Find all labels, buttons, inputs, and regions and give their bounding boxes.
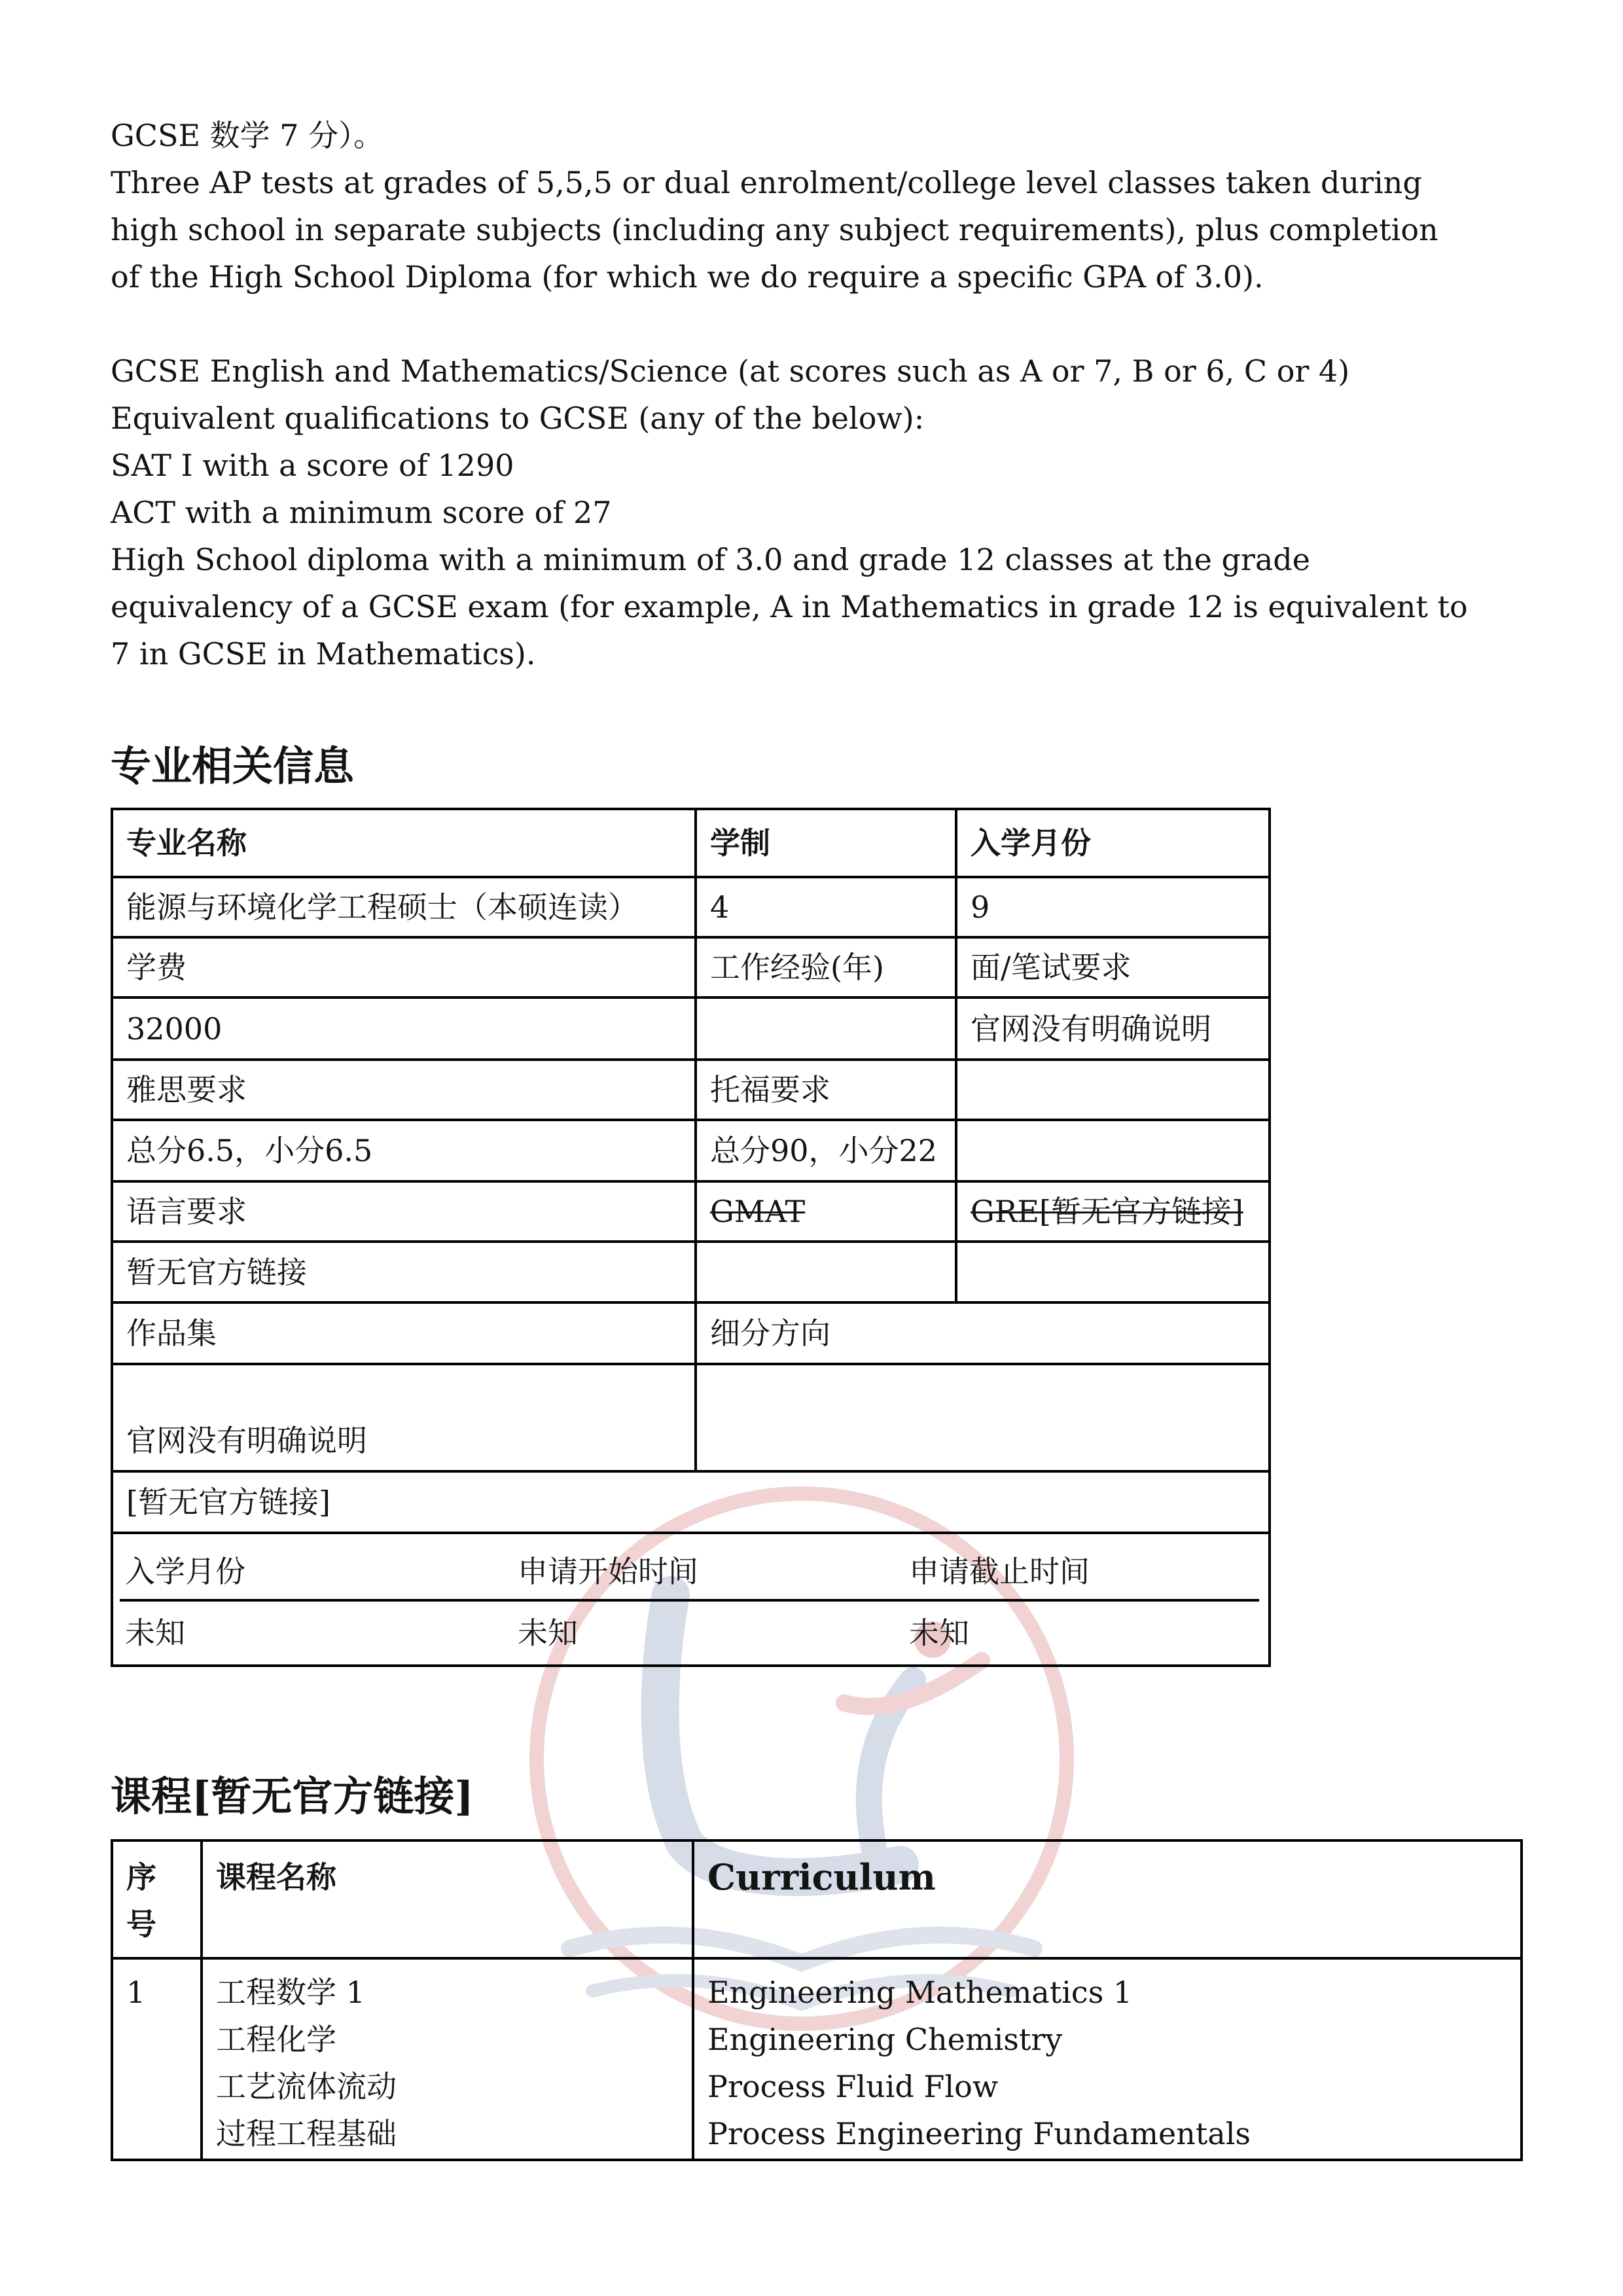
header-cell-intake-month: 入学月份 [956, 809, 1270, 877]
cell-seq: 1 [112, 1958, 202, 2160]
table-row [112, 1120, 1270, 1181]
list-item: 工艺流体流动 [216, 2069, 397, 2104]
cell-interview-value: 官网没有明确说明 [956, 997, 1270, 1060]
list-item: 工程数学 1 [216, 1975, 365, 2010]
header-cell-program-name: 专业名称 [112, 809, 696, 877]
application-open-value: 未知 [518, 1615, 578, 1651]
dates-cell [112, 1533, 1270, 1666]
intro-line: equivalency of a GCSE exam (for example, A in Mathematics in grade 12 is equivalent to [111, 589, 1468, 624]
cell-course-names-cn [202, 1958, 693, 2160]
list-item: Process Fluid Flow [707, 2069, 999, 2104]
list-item: 过程工程基础 [216, 2116, 397, 2151]
cell-gre-label: GRE[暂无官方链接] [956, 1181, 1270, 1242]
dates-labels-row [120, 1548, 1259, 1602]
table-row [112, 1471, 1270, 1533]
cell-empty [696, 1242, 956, 1302]
header-cell-seq: 序号 [112, 1840, 202, 1958]
cell-portfolio-label: 作品集 [112, 1302, 696, 1364]
table-row-dates [112, 1533, 1270, 1666]
cell-specialization-value [696, 1364, 1270, 1471]
cell-curriculum-en [693, 1958, 1522, 2160]
table-row [112, 1242, 1270, 1302]
table-row [112, 1181, 1270, 1242]
cell-toefl-label: 托福要求 [696, 1060, 956, 1120]
table-row [112, 1364, 1270, 1471]
dates-values-row [120, 1609, 1259, 1657]
intro-paragraph-1 [111, 112, 1438, 300]
table-header-row [112, 809, 1270, 877]
list-item: Process Engineering Fundamentals [707, 2116, 1251, 2151]
table-row [112, 1060, 1270, 1120]
list-item: Engineering Chemistry [707, 2022, 1063, 2057]
cell-specialization-label: 细分方向 [696, 1302, 1270, 1364]
cell-duration: 4 [696, 877, 956, 937]
cell-language-label: 语言要求 [112, 1181, 696, 1242]
program-section-heading: 专业相关信息 [111, 742, 355, 790]
header-cell-duration: 学制 [696, 809, 956, 877]
cell-empty [956, 1242, 1270, 1302]
application-open-label: 申请开始时间 [518, 1554, 698, 1589]
cell-gmat-label: GMAT [696, 1181, 956, 1242]
intro-line: GCSE 数学 7 分）。 [111, 118, 384, 153]
cell-empty [956, 1120, 1270, 1181]
intake-month-label: 入学月份 [125, 1554, 245, 1589]
cell-tuition-label: 学费 [112, 937, 696, 997]
header-cell-curriculum: Curriculum [693, 1840, 1522, 1958]
cell-language-value: 暂无官方链接 [112, 1242, 696, 1302]
intro-line: of the High School Diploma (for which we do require a specific GPA of 3.0). [111, 259, 1264, 295]
intro-line: GCSE English and Mathematics/Science (at scores such as A or 7, B or 6, C or 4) [111, 353, 1350, 389]
cell-ielts-label: 雅思要求 [112, 1060, 696, 1120]
header-cell-course-name: 课程名称 [202, 1840, 693, 1958]
table-row [112, 937, 1270, 997]
intro-line: ACT with a minimum score of 27 [111, 495, 612, 530]
intro-paragraph-2 [111, 348, 1468, 677]
curriculum-list [707, 1969, 1507, 2157]
program-info-table [111, 808, 1271, 1667]
intro-line: SAT I with a score of 1290 [111, 448, 514, 483]
cell-program-name: 能源与环境化学工程硕士（本硕连读） [112, 877, 696, 937]
cell-empty [956, 1060, 1270, 1120]
application-deadline-value: 未知 [909, 1615, 969, 1651]
dates-subtable [120, 1548, 1259, 1657]
intake-month-value: 未知 [125, 1615, 185, 1651]
list-item: Engineering Mathematics 1 [707, 1975, 1133, 2010]
cell-tuition-value: 32000 [112, 997, 696, 1060]
cell-intake-month: 9 [956, 877, 1270, 937]
table-header-row [112, 1840, 1522, 1958]
cell-interview-label: 面/笔试要求 [956, 937, 1270, 997]
table-row [112, 1958, 1522, 2160]
intro-line: Three AP tests at grades of 5,5,5 or dual enrolment/college level classes taken during [111, 165, 1422, 200]
intro-line: Equivalent qualifications to GCSE (any of the below): [111, 401, 925, 436]
intro-line: 7 in GCSE in Mathematics). [111, 636, 536, 672]
table-row [112, 877, 1270, 937]
courses-section-heading: 课程[暂无官方链接] [111, 1772, 474, 1820]
intro-line: high school in separate subjects (including any subject requirements), plus completion [111, 212, 1438, 247]
table-row [112, 997, 1270, 1060]
cell-ielts-value: 总分6.5，小分6.5 [112, 1120, 696, 1181]
courses-table [111, 1839, 1523, 2161]
application-deadline-label: 申请截止时间 [909, 1554, 1090, 1589]
cell-work-experience-label: 工作经验(年) [696, 937, 956, 997]
cell-work-experience-value [696, 997, 956, 1060]
list-item: 工程化学 [216, 2022, 336, 2057]
intro-line: High School diploma with a minimum of 3.0 and grade 12 classes at the grade [111, 542, 1310, 577]
cell-toefl-value: 总分90，小分22 [696, 1120, 956, 1181]
course-name-list [216, 1969, 679, 2157]
cell-portfolio-value: 官网没有明确说明 [112, 1364, 696, 1471]
table-row [112, 1302, 1270, 1364]
cell-link-note: [暂无官方链接] [112, 1471, 1270, 1533]
